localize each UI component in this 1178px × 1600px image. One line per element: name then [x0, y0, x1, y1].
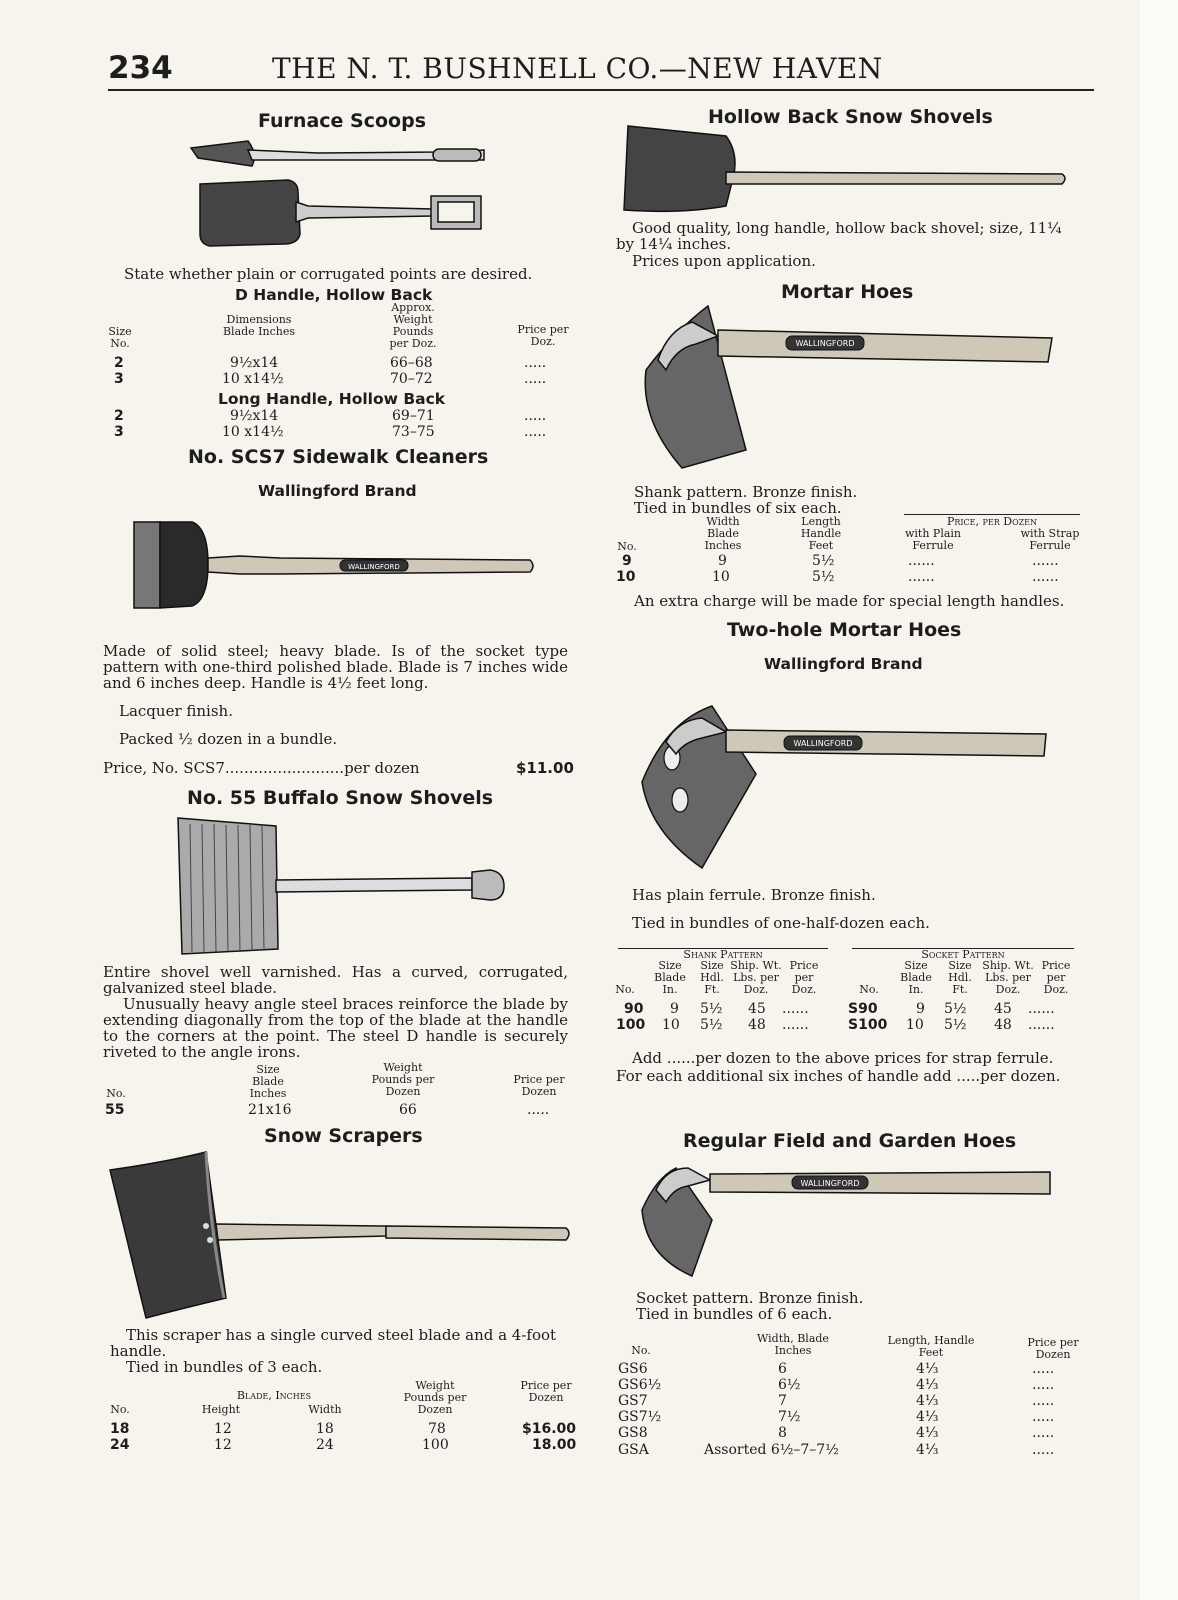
- twohole-description-2: Tied in bundles of one-half-dozen each.: [632, 914, 930, 932]
- buffalo-col-size: Size Blade Inches: [249, 1063, 287, 1100]
- buffalo-col-weight: Weight Pounds per Dozen: [371, 1061, 435, 1098]
- field-col-width: Width, Blade Inches: [757, 1332, 829, 1357]
- field-hoes-title: Regular Field and Garden Hoes: [683, 1130, 1017, 1152]
- snow-scraper-description: This scraper has a single curved steel blade and a 4-foot handle.: [110, 1326, 557, 1360]
- buffalo-title: No. 55 Buffalo Snow Shovels: [187, 787, 494, 809]
- twohole-description-1: Has plain ferrule. Bronze finish.: [632, 886, 876, 904]
- sidewalk-cleaners-title: No. SCS7 Sidewalk Cleaners: [188, 446, 489, 468]
- snow-scraper-illustration: [106, 1148, 576, 1323]
- field-description-2: Tied in bundles of 6 each.: [636, 1305, 833, 1323]
- mortar-handle-mark: WALLINGFORD: [795, 339, 855, 348]
- mortar-col-plain: with Plain Ferrule: [904, 527, 961, 552]
- snow-scraper-tied: Tied in bundles of 3 each.: [126, 1358, 323, 1376]
- mortar-extra-charge: An extra charge will be made for special length handles.: [634, 592, 1065, 610]
- field-col-no: No.: [631, 1344, 651, 1357]
- furnace-long-handle-subtitle: Long Handle, Hollow Back: [218, 390, 446, 408]
- furnace-d-handle-subtitle: D Handle, Hollow Back: [235, 286, 433, 304]
- shank-col-ship: Ship. Wt. Lbs. per Doz.: [730, 959, 782, 996]
- mortar-col-strap: with Strap Ferrule: [1020, 527, 1080, 552]
- twohole-add-strap: Add ......per dozen to the above prices for strap ferrule.: [632, 1049, 1054, 1067]
- sidewalk-price: $11.00: [516, 759, 574, 777]
- scraper-col-blade: Blade, Inches: [236, 1389, 312, 1402]
- buffalo-shovel-illustration: [172, 814, 512, 959]
- furnace-col-size: Size No.: [108, 325, 132, 350]
- sidewalk-price-label: Price, No. SCS7.........................per dozen: [103, 759, 420, 777]
- furnace-col-price: Price per Doz.: [517, 323, 569, 348]
- buffalo-col-no: No.: [106, 1087, 126, 1100]
- page-number: 234: [108, 50, 173, 86]
- furnace-col-dim: Dimensions Blade Inches: [222, 313, 296, 338]
- twohole-add-handle: For each additional six inches of handle add .....per dozen.: [616, 1067, 1061, 1085]
- hollow-back-prices: Prices upon application.: [632, 252, 816, 270]
- mortar-col-price-group: Price, per Dozen: [904, 514, 1080, 527]
- sidewalk-packed: Packed ½ dozen in a bundle.: [119, 730, 338, 748]
- twohole-title: Two-hole Mortar Hoes: [727, 619, 962, 641]
- mortar-col-no: No.: [617, 540, 637, 553]
- mortar-description-1: Shank pattern. Bronze finish.: [634, 483, 858, 501]
- socket-col-no: No.: [859, 983, 879, 996]
- mortar-col-width: Width Blade Inches: [704, 515, 742, 552]
- field-handle-mark: WALLINGFORD: [800, 1179, 860, 1188]
- field-hoe-illustration: [636, 1160, 1054, 1280]
- furnace-col-weight: Approx. Weight Pounds per Doz.: [389, 301, 437, 350]
- shank-col-blade: Size Blade In.: [654, 959, 686, 996]
- sidewalk-description: Made of solid steel; heavy blade. Is of the socket type pattern with one-third polished blade. Blade is 7 inches wide and 6 inches deep. Handle is 4½ feet long.: [103, 642, 568, 692]
- hollow-back-title: Hollow Back Snow Shovels: [708, 106, 993, 128]
- twohole-shank-label: Shank Pattern: [618, 948, 828, 960]
- header-rule: [108, 89, 1094, 91]
- field-description-1: Socket pattern. Bronze finish.: [636, 1289, 864, 1307]
- shank-col-price: Price per Doz.: [789, 959, 819, 996]
- sidewalk-cleaner-illustration: [130, 518, 540, 614]
- furnace-scoops-note: State whether plain or corrugated points are desired.: [124, 265, 533, 283]
- page-header-title: THE N. T. BUSHNELL CO.—NEW HAVEN: [272, 52, 883, 85]
- hollow-back-shovel-illustration: [622, 122, 1070, 218]
- buffalo-col-price: Price per Dozen: [513, 1073, 565, 1098]
- furnace-scoop-illustration: [188, 136, 488, 251]
- scraper-col-height: Height: [201, 1403, 241, 1416]
- snow-scrapers-title: Snow Scrapers: [264, 1125, 423, 1147]
- field-col-length: Length, Handle Feet: [887, 1334, 975, 1359]
- socket-col-price: Price per Doz.: [1041, 959, 1071, 996]
- mortar-hoes-title: Mortar Hoes: [781, 281, 914, 303]
- sidewalk-brand: Wallingford Brand: [258, 482, 417, 500]
- socket-col-hdl: Size Hdl. Ft.: [948, 959, 972, 996]
- mortar-hoe-illustration: [636, 300, 1058, 472]
- hollow-back-description: Good quality, long handle, hollow back shovel; size, 11¼ by 14¼ inches.: [616, 219, 1062, 253]
- mortar-description-2: Tied in bundles of six each.: [634, 499, 842, 517]
- mortar-col-length: Length Handle Feet: [800, 515, 842, 552]
- twohole-socket-label: Socket Pattern: [852, 948, 1074, 960]
- socket-col-ship: Ship. Wt. Lbs. per Doz.: [982, 959, 1034, 996]
- furnace-scoops-title: Furnace Scoops: [258, 110, 427, 132]
- shank-col-no: No.: [615, 983, 635, 996]
- field-col-price: Price per Dozen: [1027, 1336, 1079, 1361]
- socket-col-blade: Size Blade In.: [900, 959, 932, 996]
- scraper-col-price: Price per Dozen: [520, 1379, 572, 1404]
- twohole-mortar-hoe-illustration: [636, 702, 1050, 872]
- shank-col-hdl: Size Hdl. Ft.: [700, 959, 724, 996]
- catalog-page: 234 THE N. T. BUSHNELL CO.—NEW HAVEN Furnace Scoops State whether plain or corrugated points are desired. D Handle, Hollow Back Size No. Dimensions Blade Inches Approx. Weight Pounds per Doz. Price per Doz. 2 9½x14 66–68 ..... 3 10 x14½ 70–72 ..... Long Handle, Hollow Back 2 9½x14 69–71 ..... 3 10 x14½ 73–75 ..... No. SCS7 Sidewalk Cleaners Wallingford Brand WALLINGFORD Made of solid steel; heavy blade. Is of the socket type pattern with one-third polished blade. Blade is 7 inches wide and 6 inches deep. Handle is 4½ feet long. Lacquer finish. Packed ½ dozen in a bundle. Price, No. SCS7.........................per dozen $11.00 No. 55 Buffalo Snow Shovels Entire shovel well varnished. Has a curved, corrugated, galvanized steel blade. Unusually heavy angle steel braces reinforce the blade by extending diagonally from the top of the blade at the handle to the corners at the point. The steel D handle is securely riveted to the angle irons. No. Size Blade Inches Weight Pounds per Dozen Price per Dozen 55 21x16 66 ..... Snow Scrapers This scraper has a single curved steel blade and a 4-foot handle. Tied in bundles of 3 each. Blade, Inches No. Height Width Weight Pounds per Dozen Price per Dozen 18 12 18 78 $16.00 24 12 24 100 18.00 Hollow Back Snow Shovels Good quality, long handle, hollow back shovel; size, 11¼ by 14¼ inches. Prices upon application. Mortar Hoes WALLINGFORD Shank pattern. Bronze finish. Tied in bundles of six each. Width Blade Inches Length Handle Feet Price, per Dozen with Plain Ferrule with Strap Ferrule No. 9 9 5½ ...... ...... 10 10 5½ ...... ...... An extra charge will be made for special length handles. Two-hole Mortar Hoes Wallingford Brand WALLINGFORD Has plain ferrule. Bronze finish. Tied in bundles of one-half-dozen each. Shank Pattern Socket Pattern No. Size Blade In. Size Hdl. Ft. Ship. Wt. Lbs. per Doz. Price per Doz. No. Size Blade In. Size Hdl. Ft. Ship. Wt. Lbs. per Doz. Price per Doz. 90 9 5½ 45 ...... 100 10 5½ 48 ...... S90 9 5½ 45 ...... S100 10 5½ 48 ...... Add ......per dozen to the above prices for strap ferrule. For each additional six inches of handle add .....per dozen. Regular Field and Garden Hoes WALLINGFORD Socket pattern. Bronze finish. Tied in bundles of 6 each. No. Width, Blade Inches Length, Handle Feet Price per Dozen GS6 6 4⅓ ..... GS6½ 6½ 4⅓ ..... GS7 7 4⅓ ..... GS7½ 7½ 4⅓ ..... GS8 8 4⅓ ..... GSA Assorted 6½–7–7½ 4⅓ .....: [0, 0, 1140, 1600]
- buffalo-description-2: Unusually heavy angle steel braces reinforce the blade by extending diagonally from the top of the blade at the handle to the corners at the point. The steel D handle is securely riveted to the angle irons.: [103, 995, 568, 1061]
- sidewalk-handle-mark: WALLINGFORD: [348, 563, 400, 571]
- scraper-col-no: No.: [110, 1403, 130, 1416]
- buffalo-description-1: Entire shovel well varnished. Has a curved, corrugated, galvanized steel blade.: [103, 963, 568, 997]
- twohole-brand: Wallingford Brand: [764, 655, 923, 673]
- sidewalk-finish: Lacquer finish.: [119, 702, 233, 720]
- twohole-handle-mark: WALLINGFORD: [793, 739, 853, 748]
- scraper-col-width: Width: [308, 1403, 342, 1416]
- scraper-col-weight: Weight Pounds per Dozen: [403, 1379, 467, 1416]
